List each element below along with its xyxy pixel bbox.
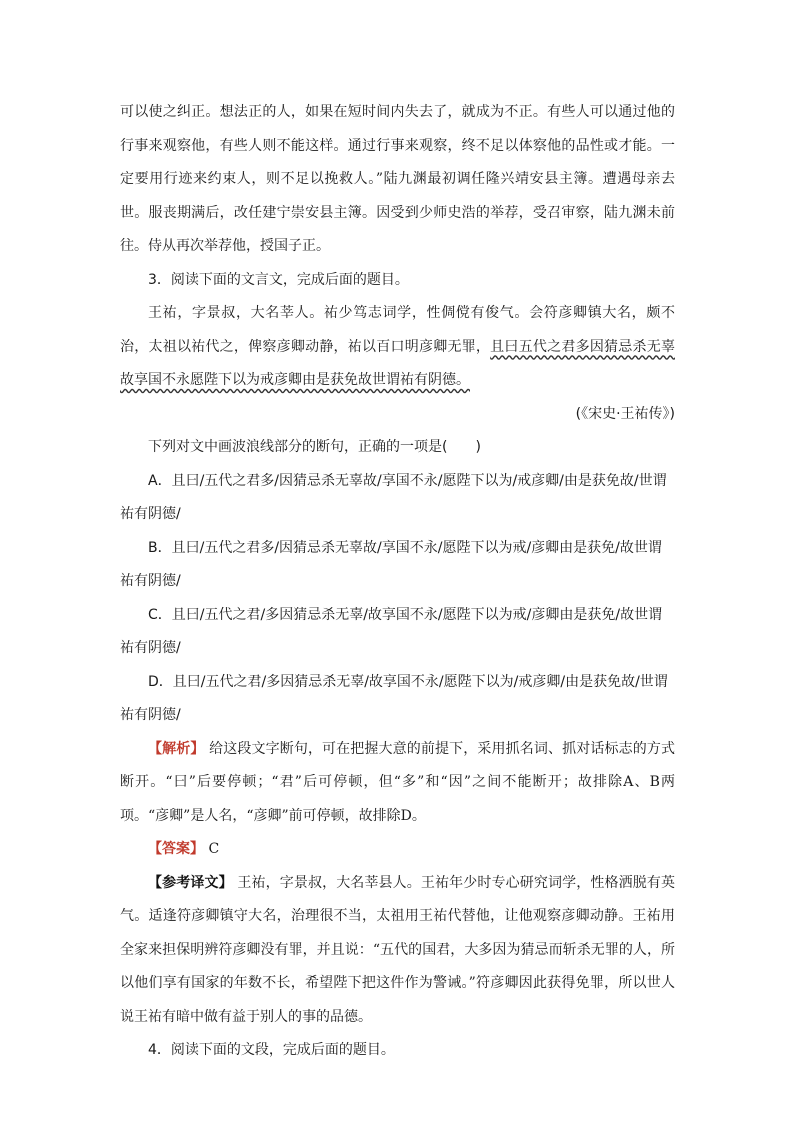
question-3-prompt: 下列对文中画波浪线部分的断句，正确的一项是( ) [148, 439, 481, 455]
question-4-title: 4．阅读下面的文段，完成后面的题目。 [148, 1042, 395, 1058]
passage-plain: 王祐，字景叔，大名莘人。祐少笃志词学，性倜傥有俊气。会符彦卿镇大名，颇不治，太祖以祐代之，俾察彦卿动静，祐以百口明彦卿无罪， [120, 305, 675, 355]
option-b: B．且曰/五代之君多/因猜忌杀无辜故/享国不永/愿陛下以为戒/彦卿由是获免/故世谓祐有阴德/ [120, 539, 662, 589]
passage-intro: 可以使之纠正。想法正的人，如果在短时间内失去了，就成为不正。有些人可以通过他的行事来观察他，有些人则不能这样。通过行事来观察，终不足以体察他的品性或才能。一定要用行迹来约束人，则不足以挽救人。”陆九渊最初调任隆兴靖安县主簿。遭遇母亲去世。服丧期满后，改任建宁崇安县主簿。因受到少师史浩的举荐，受召审察，陆九渊未前往。侍从再次举荐他，授国子正。 [120, 104, 675, 254]
answer-text: C [208, 841, 220, 857]
translation-block [120, 867, 675, 1035]
analysis-block [120, 733, 675, 834]
document-page [120, 96, 675, 1068]
option-c: C．且曰/五代之君/多因猜忌杀无辜/故享国不永/愿陛下以为戒/彦卿由是获免/故世谓祐有阴德/ [120, 606, 663, 656]
translation-text: 王祐，字景叔，大名莘县人。王祐年少时专心研究词学，性格洒脱有英气。适逢符彦卿镇守大名，治理很不当，太祖用王祐代替他，让他观察彦卿动静。王祐用全家来担保明辨符彦卿没有罪，并且说：“五代的国君，大多因为猜忌而斩杀无罪的人，所以他们享有国家的年数不长，希望陛下把这件作为警诫。”符彦卿因此获得免罪，所以世人说王祐有暗中做有益于别人的事的品德。 [120, 874, 676, 1025]
translation-label: 【参考译文】 [148, 874, 233, 891]
analysis-text: 给这段文字断句，可在把握大意的前提下，采用抓名词、抓对话标志的方式断开。“曰”后要停顿；“君”后可停顿，但“多”和“因”之间不能断开；故排除A、B两项。“彦卿”是人名，“彦卿”前可停顿，故排除D。 [120, 740, 676, 824]
analysis-label: 【解析】 [148, 740, 205, 757]
question-3-passage [120, 297, 675, 398]
passage-source: (《宋史·王祐传》) [575, 405, 675, 422]
passage-wavy-underline: 且曰五代之君多因猜忌杀无辜故享国不永愿陛下以为戒彦卿由是获免故世谓祐有阴德。 [120, 338, 675, 388]
question-3-title: 3．阅读下面的文言文，完成后面的题目。 [148, 271, 409, 288]
option-a: A．且曰/五代之君多/因猜忌杀无辜故/享国不永/愿陛下以为/戒彦卿/由是获免故/世谓祐有阴德/ [120, 472, 667, 522]
answer-label: 【答案】 [148, 841, 204, 857]
option-d: D．且曰/五代之君/多因猜忌杀无辜/故享国不永/愿陛下以为/戒彦卿/由是获免故/世谓祐有阴德/ [120, 673, 668, 723]
answer-block [120, 833, 675, 867]
